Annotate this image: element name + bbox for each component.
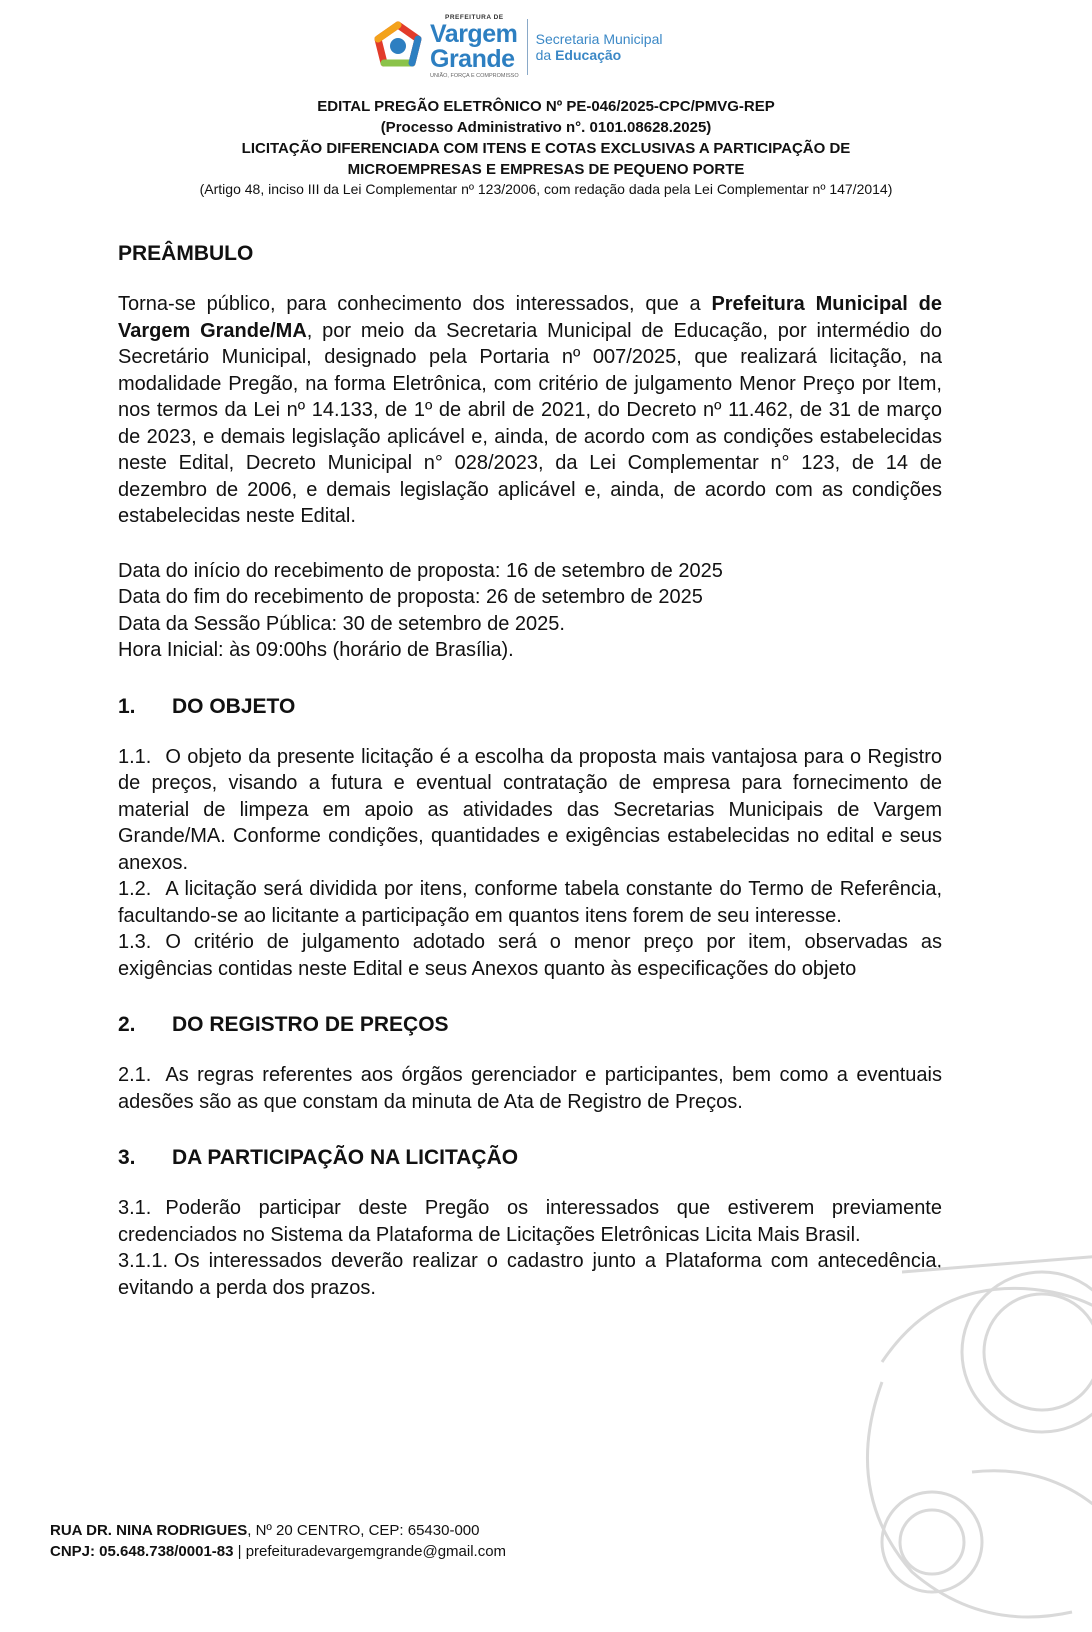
title-line-4: MICROEMPRESAS E EMPRESAS DE PEQUENO PORTE <box>347 161 745 178</box>
date-inicio: Data do início do recebimento de proposta: 16 de setembro de 2025 <box>118 559 723 582</box>
secretaria-line-2: da Educação <box>535 47 622 63</box>
secretaria-label <box>536 31 663 63</box>
logo-slogan: UNIÃO, FORÇA E COMPROMISSO <box>430 73 519 79</box>
item-3-1-1: 3.1.1. Os interessados deverão realizar o cadastro junto a Plataforma com antecedência, evitando a perda dos prazos. <box>118 1250 942 1299</box>
footer-line-1: RUA DR. NINA RODRIGUES, Nº 20 CENTRO, CEP: 65430-000 <box>50 1522 480 1539</box>
section-3-heading: 3. DA PARTICIPAÇÃO NA LICITAÇÃO <box>118 1146 519 1169</box>
logo-line-2: Grande <box>430 45 515 73</box>
preambulo-text: Torna-se público, para conhecimento dos interessados, que a Prefeitura Municipal de Vargem Grande/MA, por meio da Secretaria Municipal de Educação, por intermédio do Secretário Municipal, designado pela Portaria nº 007/2025, que realizará licitação, na modalidade Pregão, na forma Eletrônica, com critério de julgamento Menor Preço por Item, nos termos da Lei nº 14.133, de 1º de abril de 2021, do Decreto nº 11.462, de 31 de março de 2023, e demais legislação aplicável e, ainda, de acordo com as condições estabelecidas neste Edital, Decreto Municipal n° 028/2023, da Lei Complementar n° 123, de 14 de dezembro de 2006, e demais legislação aplicável e, ainda, de acordo com as condições estabelecidas neste Edital. <box>118 293 942 527</box>
preambulo-heading: PREÂMBULO <box>118 242 254 265</box>
item-1-1: 1.1. O objeto da presente licitação é a escolha da proposta mais vantajosa para o Registro de preços, visando a futura e eventual contratação de empresa para fornecimento de material de limpeza em apoio as atividades das Secretarias Municipais de Vargem Grande/MA. Conforme condições, quantidades e exigências estabelecidas no edital e seus anexos. <box>118 745 942 874</box>
brand-wordmark <box>430 15 519 80</box>
footer-line-2: CNPJ: 05.648.738/0001-83 | prefeituradevargemgrande@gmail.com <box>50 1543 507 1560</box>
dates-block <box>118 558 942 664</box>
footer-address <box>50 1520 506 1562</box>
item-2-1: 2.1. As regras referentes aos órgãos gerenciador e participantes, bem como a eventuais adesões são as que constam da minuta de Ata de Registro de Preços. <box>118 1064 942 1113</box>
title-line-2: (Processo Administrativo n°. 0101.08628.2025) <box>380 119 712 136</box>
watermark-logo-icon <box>822 1212 1092 1632</box>
date-sessao: Data da Sessão Pública: 30 de setembro de 2025. <box>118 612 565 635</box>
section-2-heading: 2. DO REGISTRO DE PREÇOS <box>118 1013 449 1036</box>
secretaria-line-1: Secretaria Municipal <box>535 31 663 47</box>
logo-line-1: Vargem <box>430 20 518 48</box>
hora-inicial: Hora Inicial: às 09:00hs (horário de Brasília). <box>118 639 514 661</box>
section-1-heading: 1. DO OBJETO <box>118 694 296 718</box>
title-line-3: LICITAÇÃO DIFERENCIADA COM ITENS E COTAS EXCLUSIVAS A PARTICIPAÇÃO DE <box>241 140 851 157</box>
document-title <box>120 96 972 199</box>
title-line-1: EDITAL PREGÃO ELETRÔNICO Nº PE-046/2025-CPC/PMVG-REP <box>317 98 775 115</box>
item-1-3: 1.3. O critério de julgamento adotado será o menor preço por item, observadas as exigências contidas neste Edital e seus Anexos quanto às especificações do objeto <box>118 931 942 980</box>
title-note: (Artigo 48, inciso III da Lei Complementar nº 123/2006, com redação dada pela Lei Complementar nº 147/2014) <box>199 181 893 197</box>
logo-prefix: PREFEITURA DE <box>445 13 504 21</box>
date-fim: Data do fim do recebimento de proposta: 26 de setembro de 2025 <box>118 586 703 608</box>
municipality-logo-icon <box>370 19 426 75</box>
item-3-1: 3.1. Poderão participar deste Pregão os interessados que estiverem previamente credenciados no Sistema da Plataforma de Licitações Eletrônicas Licita Mais Brasil. <box>118 1197 942 1246</box>
item-1-2: 1.2. A licitação será dividida por itens, conforme tabela constante do Termo de Referência, facultando-se ao licitante a participação em quantos itens forem de seu interesse. <box>118 878 942 927</box>
letterhead-logo <box>370 14 662 80</box>
document-body <box>118 239 942 1301</box>
logo-divider <box>527 19 528 75</box>
